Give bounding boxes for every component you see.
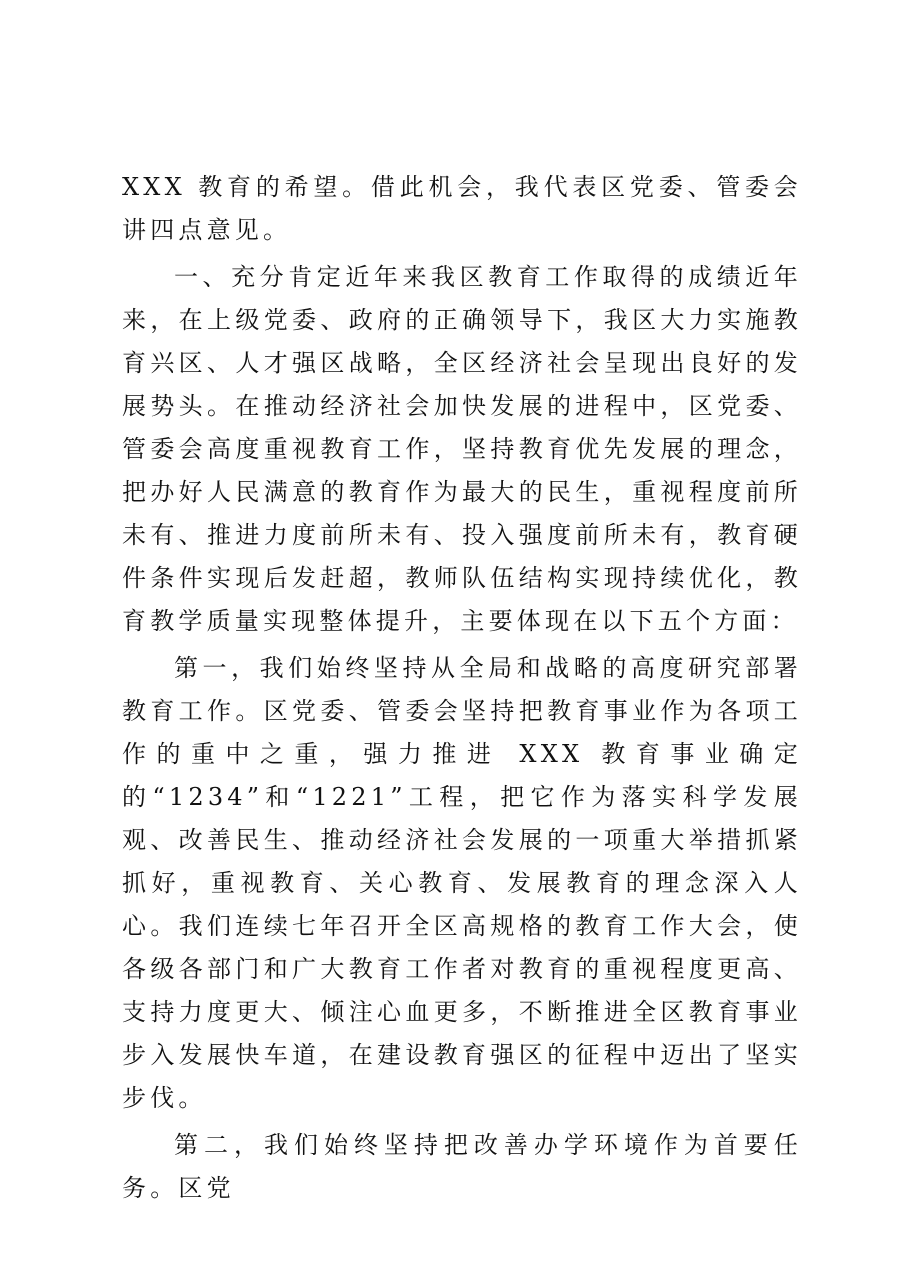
paragraph-point-one: 第一，我们始终坚持从全局和战略的高度研究部署教育工作。区党委、管委会坚持把教育事业作为各项工作的重中之重，强力推进 XXX 教育事业确定的“1234”和“1221”工程，把它作为落实科学发展观、改善民生、推动经济社会发展的一项重大举措抓紧抓好，重视教育、关心教育、发展教育的理念深入人心。我们连续七年召开全区高规格的教育工作大会，使各级各部门和广大教育工作者对教育的重视程度更高、支持力度更大、倾注心血更多，不断推进全区教育事业步入发展快车道，在建设教育强区的征程中迈出了坚实步伐。 (122, 654, 802, 1112)
paragraph-point-two: 第二，我们始终坚持把改善办学环境作为首要任务。区党 (122, 1131, 802, 1202)
paragraph-intro: XXX 教育的希望。借此机会，我代表区党委、管委会讲四点意见。 (122, 173, 802, 244)
paragraph-section-one: 一、充分肯定近年来我区教育工作取得的成绩近年来，在上级党委、政府的正确领导下，我区大力实施教育兴区、人才强区战略，全区经济社会呈现出良好的发展势头。在推动经济社会加快发展的进程中，区党委、管委会高度重视教育工作，坚持教育优先发展的理念，把办好人民满意的教育作为最大的民生，重视程度前所未有、推进力度前所未有、投入强度前所未有，教育硬件条件实现后发赶超，教师队伍结构实现持续优化，教育教学质量实现整体提升，主要体现在以下五个方面： (122, 263, 802, 635)
document-body (122, 166, 802, 1210)
